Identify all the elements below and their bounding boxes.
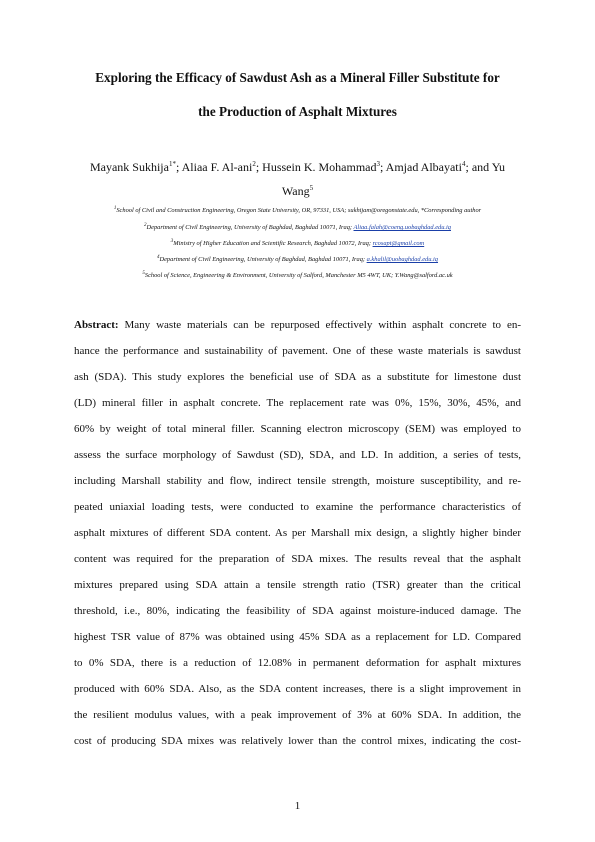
affiliation-superscript: 2: [144, 222, 147, 228]
abstract-text: Many waste materials can be repurposed effectively within asphalt concrete to en-: [118, 319, 521, 331]
author-line-2: [74, 179, 521, 203]
affiliation-superscript: 4: [156, 254, 160, 260]
email-link[interactable]: Aliaa.falah@coeng.uobaghdad.edu.iq: [353, 224, 451, 231]
affiliation-text: School of Science, Engineering & Environment, University of Salford, Manchester M5 4WT, UK; Y.Wang@salford.ac.uk: [144, 272, 453, 279]
affiliation-superscript: 5: [142, 270, 145, 276]
affiliation-3: [40, 240, 555, 248]
author-name: Mayank Sukhija: [89, 160, 169, 174]
affiliation-text: Department of Civil Engineering, University of Baghdad, Baghdad 10071, Iraq;: [159, 256, 367, 263]
author-superscript: 3: [376, 160, 380, 168]
affiliation-superscript: 3: [170, 238, 174, 244]
paper-title-line-1: Exploring the Efficacy of Sawdust Ash as a Mineral Filler Substitute for: [95, 70, 500, 85]
author-name: ; and Yu: [465, 160, 506, 174]
abstract-line: content was required for the preparation of SDA mixes. The results reveal that the asphalt: [74, 553, 521, 565]
page-number: 1: [294, 800, 301, 812]
author-name: ; Amjad Albayati: [379, 160, 462, 174]
abstract-line: produced with 60% SDA. Also, as the SDA content increases, there is a slight improvement in: [74, 683, 521, 695]
author-superscript: 5: [309, 184, 314, 192]
author-list: [74, 155, 521, 203]
abstract-line: mixtures prepared using SDA attain a tensile strength ratio (TSR) greater than the critical: [74, 579, 521, 591]
affiliation-2: [40, 224, 555, 232]
abstract-line: highest TSR value of 87% was obtained using 45% SDA as a replacement for LD. Compared: [74, 631, 521, 643]
affiliation-4: [40, 256, 555, 264]
affiliation-text: School of Civil and Construction Engineering, Oregon State University, OR, 97331, USA; sukhijam@oregonstate.edu, *Corresponding author: [116, 207, 482, 214]
abstract-line: to 0% SDA, there is a reduction of 12.08% in permanent deformation for asphalt mixtures: [74, 657, 521, 669]
author-name: Wang: [281, 184, 310, 198]
affiliation-superscript: 1: [113, 205, 117, 211]
abstract-line: threshold, i.e., 80%, indicating the feasibility of SDA against moisture-induced damage. The: [74, 605, 521, 617]
abstract-line: asphalt mixtures of different SDA content. As per Marshall mix design, a slightly higher binder: [74, 527, 521, 539]
affiliation-text: Department of Civil Engineering, University of Baghdad, Baghdad 10071, Iraq;: [146, 224, 354, 231]
affiliation-text: Ministry of Higher Education and Scientific Research, Baghdad 10072, Iraq;: [173, 240, 373, 247]
abstract-line: including Marshall stability and flow, indirect tensile strength, moisture susceptibility, and re-: [74, 475, 521, 487]
abstract-line: [74, 318, 521, 332]
affiliation-5: [40, 272, 555, 280]
abstract-label: Abstract:: [74, 319, 119, 331]
abstract-line: ash (SDA). This study explores the beneficial use of SDA as a substitute for limestone dust: [74, 371, 521, 383]
abstract-line: 60% by weight of total mineral filler. Scanning electron microscopy (SEM) was employed to: [74, 423, 521, 435]
email-link[interactable]: rcosapt@gmail.com: [372, 240, 425, 247]
author-superscript: 4: [461, 160, 466, 168]
abstract-line: assess the surface morphology of Sawdust (SD), SDA, and LD. In addition, a series of tests,: [74, 449, 521, 461]
abstract-line: (LD) mineral filler in asphalt concrete. The replacement rate was 0%, 15%, 30%, 45%, and: [74, 397, 521, 409]
abstract-line: hance the performance and sustainability of pavement. One of these waste materials is sawdust: [74, 345, 521, 357]
paper-title-line-2: the Production of Asphalt Mixtures: [198, 104, 397, 119]
author-name: ; Aliaa F. Al-ani: [175, 160, 253, 174]
author-name: ; Hussein K. Mohammad: [255, 160, 377, 174]
email-link[interactable]: a.khalil@uobaghdad.edu.iq: [366, 256, 439, 263]
author-superscript: 2: [252, 160, 256, 168]
author-line-1: [74, 155, 521, 179]
abstract-line: peated uniaxial loading tests, were conducted to examine the performance characteristics of: [74, 501, 521, 513]
affiliation-1: [40, 207, 555, 215]
author-superscript: 1*: [168, 160, 176, 168]
abstract-line: cost of producing SDA mixes was relatively lower than the control mixes, indicating the cost-: [74, 735, 521, 747]
abstract-line: the resilient modulus values, with a peak improvement of 3% at 60% SDA. In addition, the: [74, 709, 521, 721]
